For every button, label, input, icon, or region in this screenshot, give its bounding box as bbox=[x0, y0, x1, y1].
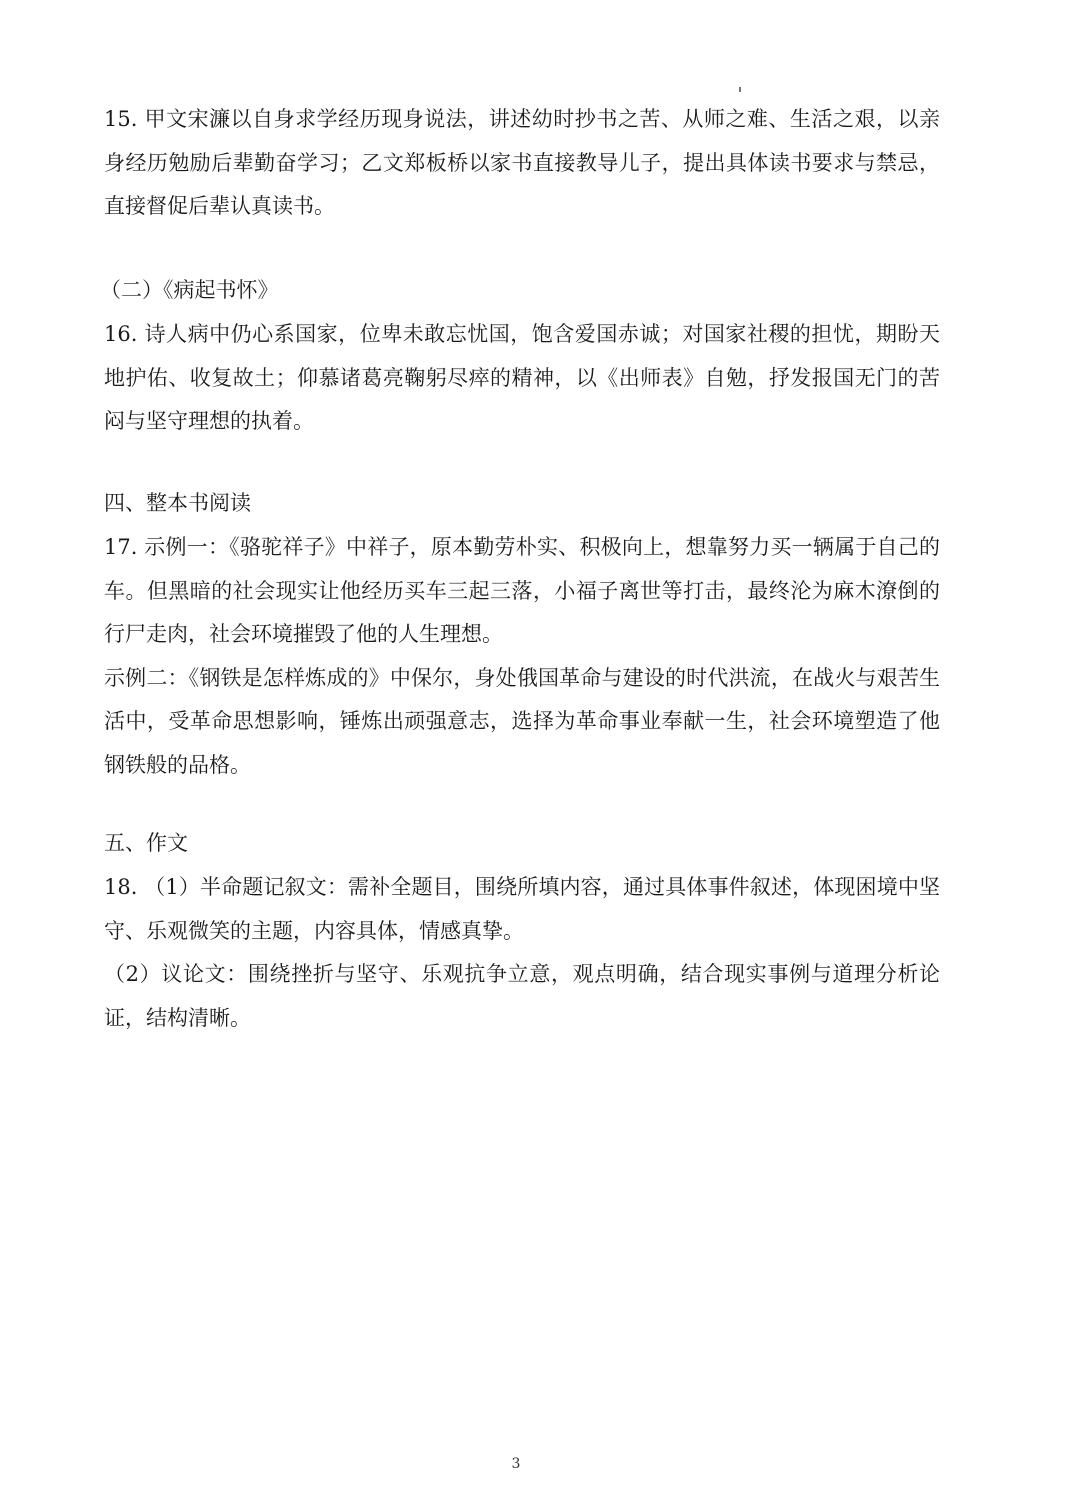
section-2-heading: （二）《病起书怀》 bbox=[100, 278, 279, 302]
answer-15-text: 15. 甲文宋濂以自身求学经历现身说法，讲述幼时抄书之苦、从师之难、生活之艰，以亲身经历勉励后辈勤奋学习；乙文郑板桥以家书直接教导儿子，提出具体读书要求与禁忌，直接督促后辈认真读书。 bbox=[104, 107, 940, 218]
part-4-heading: 四、整本书阅读 bbox=[104, 491, 251, 515]
answer-16-text: 16. 诗人病中仍心系国家，位卑未敢忘忧国，饱含爱国赤诚；对国家社稷的担忧，期盼天地护佑、收复故土；仰慕诸葛亮鞠躬尽瘁的精神，以《出师表》自勉，抒发报国无门的苦闷与坚守理想的执着。 bbox=[104, 322, 940, 433]
answer-17-example-1: 17. 示例一：《骆驼祥子》中祥子，原本勤劳朴实、积极向上，想靠努力买一辆属于自己的车。但黑暗的社会现实让他经历买车三起三落，小福子离世等打击，最终沦为麻木潦倒的行尸走肉，社会环境摧毁了他的人生理想。 bbox=[104, 535, 940, 646]
answer-18-part-2: （2）议论文：围绕挫折与坚守、乐观抗争立意，观点明确，结合现实事例与道理分析论证，结构清晰。 bbox=[104, 962, 940, 1030]
answer-17 bbox=[104, 526, 940, 787]
answer-16 bbox=[104, 313, 940, 444]
answer-18 bbox=[104, 866, 940, 1040]
part-5-heading: 五、作文 bbox=[104, 831, 188, 855]
answer-18-part-1: 18. （1）半命题记叙文：需补全题目，围绕所填内容，通过具体事件叙述，体现困境中坚守、乐观微笑的主题，内容具体，情感真挚。 bbox=[104, 875, 940, 943]
page-number: 3 bbox=[511, 1456, 521, 1472]
answer-17-example-2: 示例二：《钢铁是怎样炼成的》中保尔，身处俄国革命与建设的时代洪流，在战火与艰苦生活中，受革命思想影响，锤炼出顽强意志，选择为革命事业奉献一生，社会环境塑造了他钢铁般的品格。 bbox=[104, 665, 940, 777]
answer-15 bbox=[104, 98, 940, 229]
scan-mark bbox=[739, 87, 741, 92]
